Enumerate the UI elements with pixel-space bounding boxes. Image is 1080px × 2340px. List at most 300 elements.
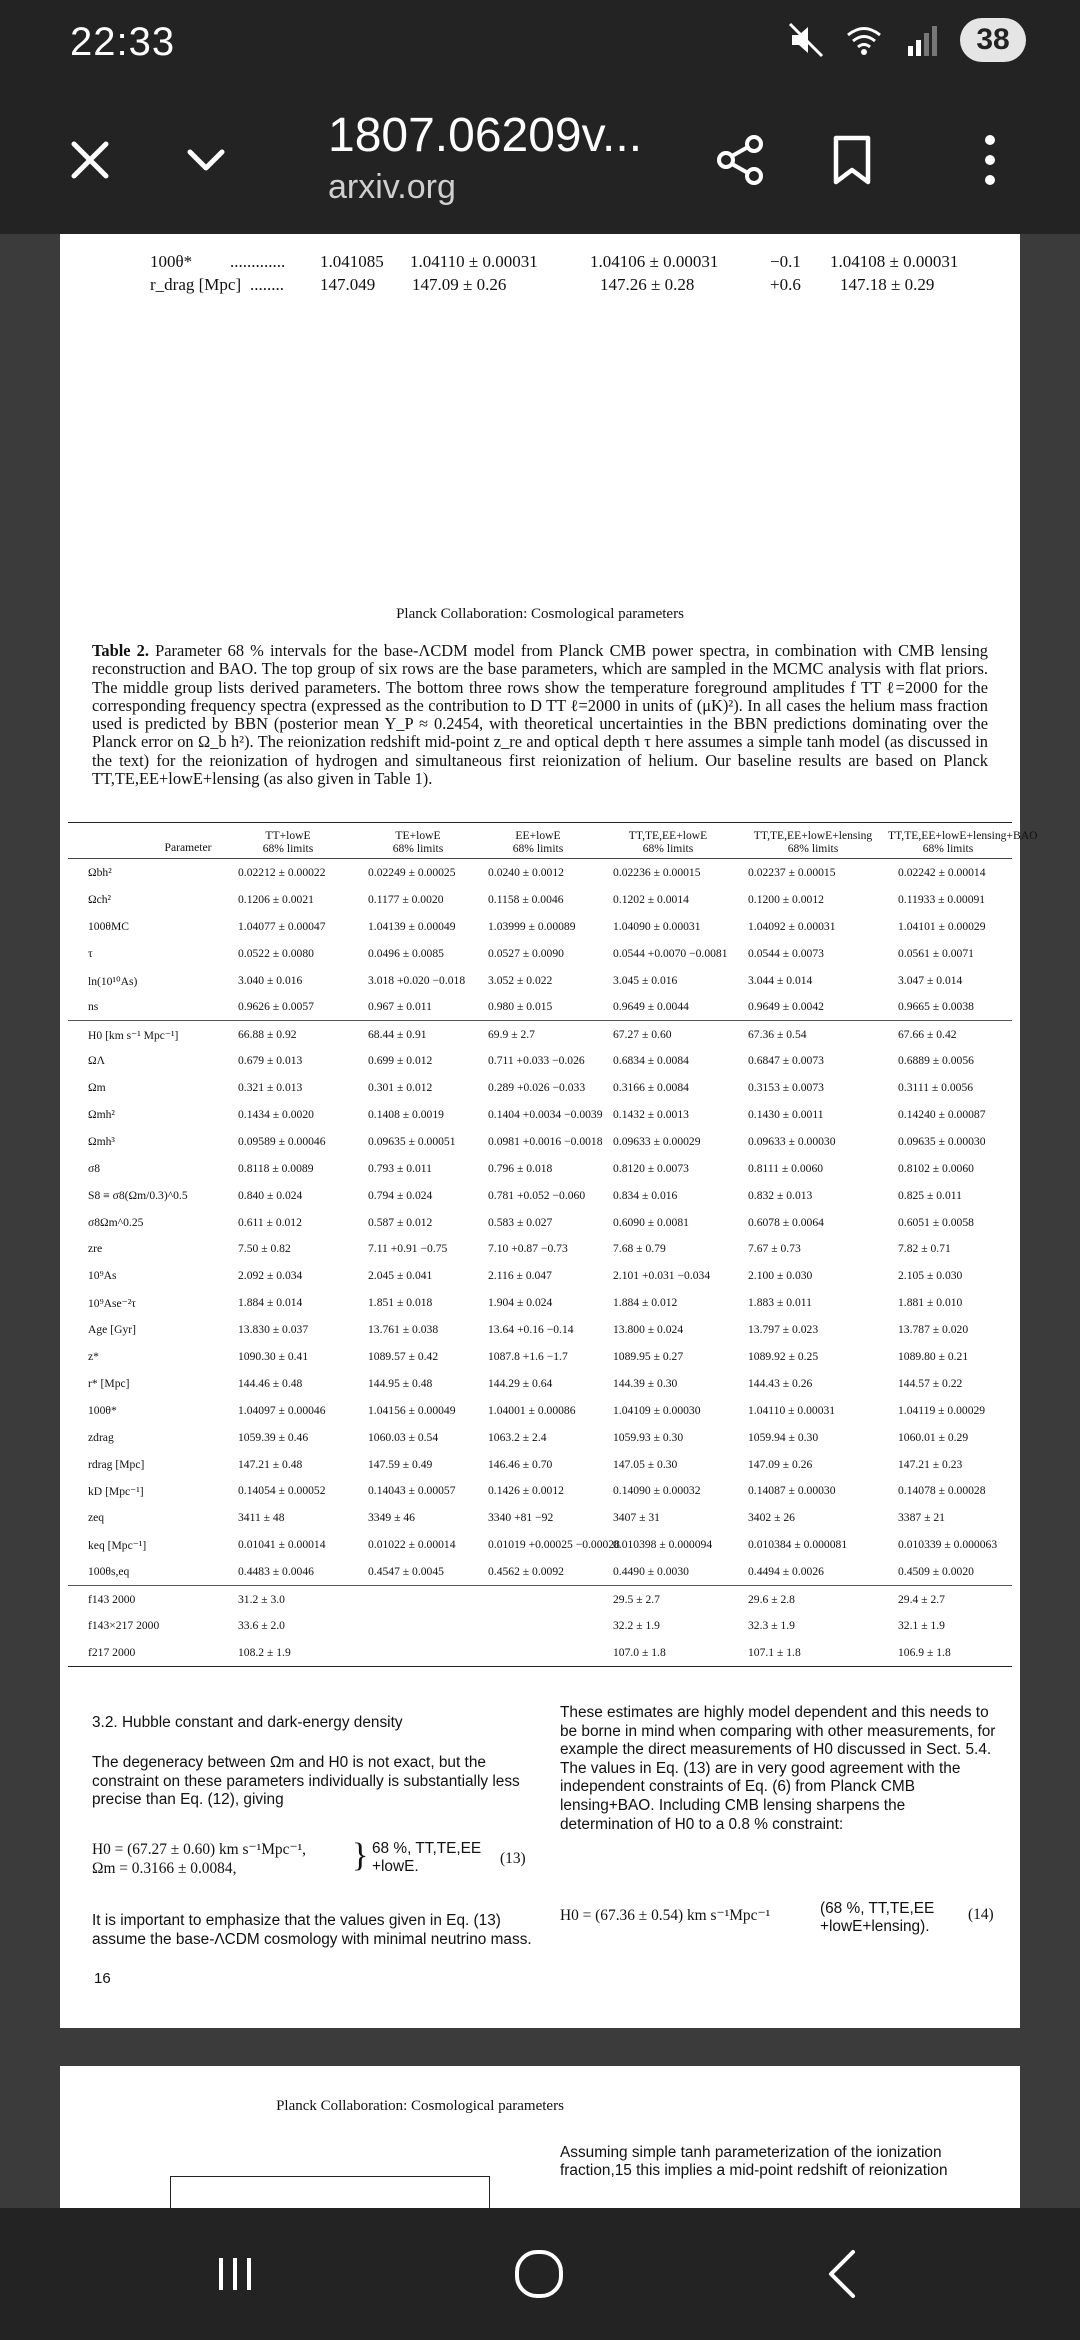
- table-cell: 0.1432 ± 0.0013: [613, 1108, 689, 1122]
- parameter-label: σ8: [88, 1161, 101, 1175]
- bookmark-button[interactable]: [812, 120, 892, 200]
- parameter-label: r* [Mpc]: [88, 1376, 130, 1390]
- table-cell: 3.040 ± 0.016: [238, 973, 303, 987]
- table-cell: 0.6834 ± 0.0084: [613, 1054, 689, 1068]
- table-cell: 0.02236 ± 0.00015: [613, 866, 701, 879]
- table-cell: 0.02237 ± 0.00015: [748, 866, 836, 879]
- table-cell: 7.68 ± 0.79: [613, 1242, 666, 1256]
- equation-line: H0 = (67.36 ± 0.54) km s⁻¹Mpc⁻¹: [560, 1907, 771, 1924]
- table-cell: 1060.01 ± 0.29: [898, 1430, 969, 1444]
- column-header: [888, 829, 1038, 855]
- table-cell: 0.832 ± 0.013: [748, 1188, 813, 1202]
- table-cell: 1.04156 ± 0.00049: [368, 1403, 456, 1417]
- recent-apps-icon: [211, 2250, 259, 2298]
- table-row: [68, 1128, 1012, 1155]
- table-cell: 144.57 ± 0.22: [898, 1376, 963, 1390]
- table-cell: 147.26 ± 0.28: [600, 275, 695, 294]
- table-cell: 0.4483 ± 0.0046: [238, 1565, 314, 1579]
- table-cell: 66.88 ± 0.92: [238, 1028, 297, 1042]
- page-number: 16: [94, 1970, 111, 1987]
- table-cell: 3407 ± 31: [613, 1511, 660, 1525]
- table-cell: 32.3 ± 1.9: [748, 1618, 795, 1632]
- parameter-label: zre: [88, 1242, 103, 1256]
- table-fragment: [150, 240, 959, 298]
- table-cell: 0.8120 ± 0.0073: [613, 1161, 689, 1175]
- parameter-label: f143 2000: [88, 1593, 136, 1607]
- table-cell: 0.6090 ± 0.0081: [613, 1215, 689, 1229]
- table-cell: 0.0240 ± 0.0012: [488, 866, 564, 879]
- table-row: [68, 1020, 1012, 1047]
- paragraph-text: The degeneracy between Ωm and H0 is not exact, but the constraint on these parameters individually is substantially less precise than Eq. (12), giving: [92, 1754, 520, 1809]
- table-cell: 0.611 ± 0.012: [238, 1215, 302, 1229]
- column-header-name: EE+lowE: [515, 829, 561, 842]
- table-cell: 0.14087 ± 0.00030: [748, 1484, 836, 1498]
- table-cell: 0.1408 ± 0.0019: [368, 1108, 444, 1122]
- row-label: 100θ*: [150, 252, 193, 271]
- table-cell: 0.0981 +0.0016 −0.0018: [488, 1134, 603, 1148]
- column-header: [478, 829, 598, 855]
- table-row: [68, 993, 1012, 1020]
- table-cell: 3402 ± 26: [748, 1511, 795, 1525]
- table-cell: 0.796 ± 0.018: [488, 1161, 553, 1175]
- table-cell: 0.834 ± 0.016: [613, 1188, 678, 1202]
- table-cell: 0.02212 ± 0.00022: [238, 866, 326, 879]
- parameter-label: kD [Mpc⁻¹]: [88, 1485, 144, 1499]
- table-cell: 3340 +81 −92: [488, 1511, 554, 1525]
- table-cell: 7.10 +0.87 −0.73: [488, 1242, 568, 1256]
- table-cell: 1.04090 ± 0.00031: [613, 919, 701, 933]
- table-cell: 1090.30 ± 0.41: [238, 1350, 309, 1364]
- table-cell: 144.46 ± 0.48: [238, 1376, 303, 1390]
- browser-toolbar: [0, 86, 1080, 234]
- table-cell: 0.4562 ± 0.0092: [488, 1565, 564, 1579]
- pdf-page-17: [60, 2066, 1020, 2210]
- parameter-label: rdrag [Mpc]: [88, 1457, 145, 1471]
- table-cell: 13.761 ± 0.038: [368, 1323, 439, 1337]
- table-cell: 3387 ± 21: [898, 1511, 945, 1525]
- table-cell: 0.3166 ± 0.0084: [613, 1081, 689, 1095]
- table-row: [68, 1047, 1012, 1074]
- table-cell: 147.049: [320, 275, 376, 294]
- home-button[interactable]: [494, 2238, 584, 2310]
- column-header-sub: 68% limits: [787, 842, 839, 855]
- equation-number: (13): [500, 1850, 526, 1867]
- table-row: [68, 1531, 1012, 1558]
- table-cell: 29.4 ± 2.7: [898, 1593, 945, 1607]
- parameter-label: 100θs,eq: [88, 1565, 130, 1579]
- table-cell: 1.883 ± 0.011: [748, 1296, 812, 1310]
- column-header-sub: 68% limits: [922, 842, 974, 855]
- table-cell: 2.105 ± 0.030: [898, 1269, 963, 1283]
- table-cell: 0.9626 ± 0.0057: [238, 1000, 314, 1014]
- table-cell: 1089.95 ± 0.27: [613, 1350, 684, 1364]
- table-cell: 0.4509 ± 0.0020: [898, 1565, 974, 1579]
- table-caption: [92, 642, 988, 788]
- table-cell: 7.82 ± 0.71: [898, 1242, 951, 1256]
- table-cell: 3.018 +0.020 −0.018: [368, 973, 466, 987]
- table-cell: 1.884 ± 0.012: [613, 1296, 678, 1310]
- table-cell: 3.044 ± 0.014: [748, 973, 813, 987]
- table-cell: 0.01041 ± 0.00014: [238, 1538, 326, 1552]
- table-row: [68, 1235, 1012, 1262]
- table-cell: 0.9649 ± 0.0042: [748, 1000, 824, 1014]
- table-cell: 0.0544 ± 0.0073: [748, 946, 824, 960]
- parameter-label: ΩΛ: [88, 1054, 106, 1068]
- table-cell: 147.21 ± 0.23: [898, 1457, 963, 1471]
- table-cell: 1.04109 ± 0.00030: [613, 1403, 701, 1417]
- table-cell: 0.840 ± 0.024: [238, 1188, 303, 1202]
- table-cell: 67.66 ± 0.42: [898, 1028, 957, 1042]
- table-cell: 0.0496 ± 0.0085: [368, 946, 444, 960]
- table-cell: 0.09635 ± 0.00051: [368, 1134, 456, 1148]
- table-cell: 2.100 ± 0.030: [748, 1269, 813, 1283]
- parameter-label: τ: [88, 946, 93, 960]
- table-cell: 107.0 ± 1.8: [613, 1645, 666, 1659]
- parameter-label: zeq: [88, 1511, 105, 1525]
- right-paragraph: These estimates are highly model dependent and this needs to be borne in mind when comparing with other measurements, for example the direct measurements of H0 discussed in Sect. 5.4. The values in Eq. (13) are in very good agreement with the independent constraints of Eq. (6) from Planck CMB lensing+BAO. Including CMB lensing sharpens the determination of H0 to a 0.8 % constraint:: [560, 1704, 996, 1833]
- row-dots: ........: [250, 275, 284, 294]
- table-cell: 7.11 +0.91 −0.75: [368, 1242, 448, 1256]
- table-cell: 0.699 ± 0.012: [368, 1054, 433, 1068]
- table-cell: −0.1: [770, 252, 801, 271]
- table-cell: 29.5 ± 2.7: [613, 1593, 660, 1607]
- more-vert-icon: [980, 130, 1000, 190]
- table-cell: 0.1158 ± 0.0046: [488, 892, 564, 906]
- table-cell: 1.04110 ± 0.00031: [410, 252, 538, 271]
- table-cell: 0.6051 ± 0.0058: [898, 1215, 974, 1229]
- column-header: [358, 829, 478, 855]
- table-row: [68, 913, 1012, 940]
- table-cell: 1089.80 ± 0.21: [898, 1350, 969, 1364]
- table-row: [68, 1585, 1012, 1612]
- table-cell: 0.1430 ± 0.0011: [748, 1108, 824, 1122]
- table-row: [68, 1155, 1012, 1182]
- signal-icon: [902, 20, 942, 60]
- table-row: [68, 1639, 1012, 1666]
- back-icon: [819, 2246, 867, 2302]
- parameter-label: ns: [88, 1000, 99, 1014]
- table-cell: 1.03999 ± 0.00089: [488, 919, 576, 933]
- table-row: [68, 1504, 1012, 1531]
- table-cell: 3.047 ± 0.014: [898, 973, 963, 987]
- table-cell: 1.904 ± 0.024: [488, 1296, 553, 1310]
- column-header-sub: 68% limits: [642, 842, 694, 855]
- table-cell: 2.116 ± 0.047: [488, 1269, 552, 1283]
- parameter-label: Age [Gyr]: [88, 1323, 136, 1337]
- table-row: [68, 940, 1012, 967]
- table-row: [68, 1424, 1012, 1451]
- table-cell: 0.289 +0.026 −0.033: [488, 1081, 586, 1095]
- table-cell: 2.101 +0.031 −0.034: [613, 1269, 711, 1283]
- table-cell: 0.02249 ± 0.00025: [368, 866, 456, 879]
- table-cell: 1.04101 ± 0.00029: [898, 919, 986, 933]
- table-cell: 0.587 ± 0.012: [368, 1215, 433, 1229]
- table-cell: 0.711 +0.033 −0.026: [488, 1054, 585, 1068]
- table-row: [68, 1451, 1012, 1478]
- table-cell: 3411 ± 48: [238, 1511, 285, 1525]
- table-cell: 0.4494 ± 0.0026: [748, 1565, 824, 1579]
- table-cell: 0.6078 ± 0.0064: [748, 1215, 824, 1229]
- table-cell: 33.6 ± 2.0: [238, 1618, 285, 1632]
- column-header-name: TT,TE,EE+lowE+lensing+BAO: [888, 829, 1038, 842]
- table-cell: 0.0522 ± 0.0080: [238, 946, 314, 960]
- table-cell: 147.18 ± 0.29: [840, 275, 935, 294]
- table-cell: 1089.57 ± 0.42: [368, 1350, 439, 1364]
- table-header-row: [68, 823, 1038, 859]
- table-cell: 7.67 ± 0.73: [748, 1242, 801, 1256]
- table-row: [68, 1477, 1012, 1504]
- table-cell: 0.1434 ± 0.0020: [238, 1108, 314, 1122]
- equation-condition: (68 %, TT,TE,EE +lowE+lensing).: [820, 1900, 935, 1935]
- table-cell: 0.967 ± 0.011: [368, 1000, 432, 1014]
- navigation-bar: [0, 2208, 1080, 2340]
- table-cell: 13.64 +0.16 −0.14: [488, 1323, 574, 1337]
- table-row: [68, 1182, 1012, 1209]
- table-cell: 147.21 ± 0.48: [238, 1457, 303, 1471]
- table-cell: 13.800 ± 0.024: [613, 1323, 684, 1337]
- equation-line: H0 = (67.27 ± 0.60) km s⁻¹Mpc⁻¹,: [92, 1841, 307, 1858]
- table-row: [68, 1101, 1012, 1128]
- expand-button[interactable]: [166, 120, 246, 200]
- table-cell: 0.583 ± 0.027: [488, 1215, 553, 1229]
- pdf-viewer[interactable]: [0, 234, 1080, 2210]
- table-cell: 0.9665 ± 0.0038: [898, 1000, 974, 1014]
- table-cell: 0.0561 ± 0.0071: [898, 946, 974, 960]
- table-cell: 147.09 ± 0.26: [748, 1457, 813, 1471]
- recent-apps-button[interactable]: [190, 2238, 280, 2310]
- table-cell: 0.01019 +0.00025 −0.00028: [488, 1538, 620, 1552]
- parameter-label: 100θMC: [88, 919, 129, 933]
- parameter-label: zdrag: [88, 1430, 114, 1444]
- table-row: [68, 1209, 1012, 1236]
- table-cell: 1.881 ± 0.010: [898, 1296, 963, 1310]
- table-cell: 147.05 ± 0.30: [613, 1457, 678, 1471]
- table-cell: 0.09589 ± 0.00046: [238, 1134, 326, 1148]
- more-options-button[interactable]: [950, 120, 1030, 200]
- table-cell: +0.6: [770, 275, 801, 294]
- column-header-name: TE+lowE: [395, 829, 441, 842]
- table-cell: 1.851 ± 0.018: [368, 1296, 433, 1310]
- table-cell: 2.045 ± 0.041: [368, 1269, 433, 1283]
- left-paragraph-2: It is important to emphasize that the values given in Eq. (13) assume the base-ΛCDM cosmology with minimal neutrino mass.: [92, 1912, 532, 1948]
- table-cell: 67.27 ± 0.60: [613, 1028, 672, 1042]
- table-cell: 0.1206 ± 0.0021: [238, 892, 314, 906]
- table-cell: 0.3153 ± 0.0073: [748, 1081, 824, 1095]
- table-cell: 0.793 ± 0.011: [368, 1161, 432, 1175]
- table-cell: 147.59 ± 0.49: [368, 1457, 433, 1471]
- table-cell: 0.6847 ± 0.0073: [748, 1054, 824, 1068]
- parameter-label: f217 2000: [88, 1645, 136, 1659]
- table-cell: 107.1 ± 1.8: [748, 1645, 801, 1659]
- table-cell: 0.02242 ± 0.00014: [898, 866, 986, 879]
- table-cell: 32.1 ± 1.9: [898, 1618, 945, 1632]
- battery-indicator: 38: [960, 18, 1026, 62]
- table-cell: 0.794 ± 0.024: [368, 1188, 433, 1202]
- table-cell: 3349 ± 46: [368, 1511, 415, 1525]
- table-cell: 0.010398 ± 0.000094: [613, 1538, 713, 1552]
- table-cell: 0.1202 ± 0.0014: [613, 892, 689, 906]
- table-cell: 13.830 ± 0.037: [238, 1323, 309, 1337]
- table-cell: 69.9 ± 2.7: [488, 1028, 535, 1042]
- parameter-label: Ωmh³: [88, 1134, 115, 1148]
- table-cell: 0.301 ± 0.012: [368, 1081, 433, 1095]
- table-cell: 0.010384 ± 0.000081: [748, 1538, 848, 1552]
- table-row: [68, 1289, 1012, 1316]
- parameter-table: [68, 822, 1038, 1667]
- table-cell: 0.14078 ± 0.00028: [898, 1484, 986, 1498]
- table-row: [150, 252, 959, 275]
- close-button[interactable]: [50, 120, 130, 200]
- table-row: [68, 1370, 1012, 1397]
- table-cell: 0.01022 ± 0.00014: [368, 1538, 456, 1552]
- column-header: [228, 829, 348, 855]
- column-header: [738, 829, 888, 855]
- parameter-label: 100θ*: [88, 1403, 117, 1417]
- column-header-sub: 68% limits: [262, 842, 314, 855]
- table-cell: 1.04139 ± 0.00049: [368, 919, 456, 933]
- table-cell: 1.884 ± 0.014: [238, 1296, 303, 1310]
- parameter-label: ln(10¹⁰As): [88, 974, 138, 988]
- table-cell: 0.980 ± 0.015: [488, 1000, 553, 1014]
- parameter-label: Ωbh²: [88, 866, 112, 879]
- table-row: [68, 1262, 1012, 1289]
- table-cell: 0.1404 +0.0034 −0.0039: [488, 1108, 603, 1122]
- table-cell: 0.4547 ± 0.0045: [368, 1565, 444, 1579]
- right-paragraph: Assuming simple tanh parameterization of the ionization fraction,15 this implies a mid-point redshift of reionization: [560, 2144, 948, 2179]
- table-cell: 0.1426 ± 0.0012: [488, 1484, 564, 1498]
- running-header: Planck Collaboration: Cosmological parameters: [276, 2098, 564, 2114]
- table-row: [68, 967, 1012, 994]
- table-row: [68, 1074, 1012, 1101]
- table-cell: 1.04119 ± 0.00029: [898, 1403, 986, 1417]
- caption-label: Table 2.: [92, 641, 149, 660]
- status-bar: [0, 0, 1080, 86]
- table-cell: 0.825 ± 0.011: [898, 1188, 962, 1202]
- equation-number: (14): [968, 1906, 994, 1923]
- close-icon: [66, 136, 114, 184]
- table-cell: 7.50 ± 0.82: [238, 1242, 291, 1256]
- table-cell: 68.44 ± 0.91: [368, 1028, 427, 1042]
- parameter-label: 10⁹Ase⁻²τ: [88, 1297, 136, 1311]
- table-cell: 1.041085: [320, 252, 384, 271]
- page-title[interactable]: 1807.06209v...: [328, 109, 643, 162]
- table-cell: 1.04110 ± 0.00031: [748, 1403, 836, 1417]
- chevron-down-icon: [182, 136, 230, 184]
- table-cell: 1059.39 ± 0.46: [238, 1430, 309, 1444]
- column-header-name: TT+lowE: [265, 829, 311, 842]
- table-row: [150, 275, 950, 298]
- table-cell: 31.2 ± 3.0: [238, 1593, 285, 1607]
- table-cell: 32.2 ± 1.9: [613, 1618, 660, 1632]
- table-cell: 0.6889 ± 0.0056: [898, 1054, 974, 1068]
- table-cell: 0.09633 ± 0.00030: [748, 1134, 836, 1148]
- column-header-sub: 68% limits: [512, 842, 564, 855]
- column-header-sub: 68% limits: [392, 842, 444, 855]
- equation-condition: 68 %, TT,TE,EE +lowE.: [372, 1840, 482, 1875]
- table-cell: 29.6 ± 2.8: [748, 1593, 795, 1607]
- page-domain[interactable]: arxiv.org: [328, 168, 456, 206]
- table-cell: 1063.2 ± 2.4: [488, 1430, 547, 1444]
- table-row: [68, 1343, 1012, 1370]
- table-row: [68, 1612, 1012, 1639]
- left-paragraph: [92, 1736, 532, 1810]
- table-cell: 0.14090 ± 0.00032: [613, 1484, 701, 1498]
- table-cell: 0.4490 ± 0.0030: [613, 1565, 689, 1579]
- table-cell: 106.9 ± 1.8: [898, 1645, 951, 1659]
- status-icons: [786, 18, 1026, 62]
- table-cell: 0.14054 ± 0.00052: [238, 1484, 326, 1498]
- parameter-label: Ωmh²: [88, 1108, 115, 1122]
- table-cell: 147.09 ± 0.26: [412, 275, 507, 294]
- column-header-name: TT,TE,EE+lowE: [628, 829, 708, 842]
- table-row: [68, 1316, 1012, 1343]
- running-header: Planck Collaboration: Cosmological parameters: [396, 606, 684, 622]
- table-row: [68, 859, 1012, 886]
- parameter-label: 10⁹As: [88, 1269, 117, 1283]
- parameter-label: f143×217 2000: [88, 1618, 160, 1632]
- table-cell: 1.04108 ± 0.00031: [830, 252, 959, 271]
- table-cell: 1087.8 +1.6 −1.7: [488, 1350, 568, 1364]
- mute-icon: [786, 20, 826, 60]
- table-cell: 0.14240 ± 0.00087: [898, 1108, 986, 1122]
- table-cell: 1089.92 ± 0.25: [748, 1350, 819, 1364]
- table-cell: 1.04077 ± 0.00047: [238, 919, 326, 933]
- column-header-name: TT,TE,EE+lowE+lensing: [753, 829, 873, 842]
- table-cell: 0.14043 ± 0.00057: [368, 1484, 456, 1498]
- table-row: [68, 1397, 1012, 1424]
- table-cell: 0.8102 ± 0.0060: [898, 1161, 974, 1175]
- parameter-label: Ωch²: [88, 892, 112, 906]
- table-cell: 108.2 ± 1.9: [238, 1645, 291, 1659]
- table-cell: 144.29 ± 0.64: [488, 1376, 553, 1390]
- table-cell: 0.010339 ± 0.000063: [898, 1538, 998, 1552]
- table-cell: 2.092 ± 0.034: [238, 1269, 303, 1283]
- table-cell: 0.8118 ± 0.0089: [238, 1161, 314, 1175]
- pdf-page-16: [60, 558, 1038, 2028]
- table-cell: 0.321 ± 0.013: [238, 1081, 303, 1095]
- table-cell: 3.045 ± 0.016: [613, 973, 678, 987]
- table-cell: 67.36 ± 0.54: [748, 1028, 807, 1042]
- table-cell: 1060.03 ± 0.54: [368, 1430, 439, 1444]
- back-button[interactable]: [798, 2238, 888, 2310]
- table-cell: 144.95 ± 0.48: [368, 1376, 433, 1390]
- table-cell: 144.39 ± 0.30: [613, 1376, 678, 1390]
- share-icon: [712, 132, 768, 188]
- home-icon: [509, 2244, 569, 2304]
- table-cell: 13.797 ± 0.023: [748, 1323, 819, 1337]
- table-cell: 0.8111 ± 0.0060: [748, 1161, 824, 1175]
- table-cell: 0.11933 ± 0.00091: [898, 892, 986, 906]
- table-cell: 1.04001 ± 0.00086: [488, 1403, 576, 1417]
- share-button[interactable]: [700, 120, 780, 200]
- table-cell: 0.3111 ± 0.0056: [898, 1081, 974, 1095]
- clipped-row: [150, 240, 950, 252]
- column-header-name: Parameter: [164, 841, 212, 854]
- wifi-icon: [844, 20, 884, 60]
- table-cell: 1.04097 ± 0.00046: [238, 1403, 326, 1417]
- table-cell: 3.052 ± 0.022: [488, 973, 553, 987]
- table-cell: 0.09633 ± 0.00029: [613, 1134, 701, 1148]
- table-cell: 13.787 ± 0.020: [898, 1323, 969, 1337]
- brace: }: [352, 1837, 369, 1874]
- parameter-label: H0 [km s⁻¹ Mpc⁻¹]: [88, 1029, 179, 1043]
- table-cell: 1.04106 ± 0.00031: [590, 252, 719, 271]
- bookmark-icon: [828, 132, 876, 188]
- row-dots: .............: [230, 252, 286, 271]
- parameter-label: Ωm: [88, 1081, 106, 1095]
- figure-frame: [170, 2176, 490, 2210]
- parameter-label: keq [Mpc⁻¹]: [88, 1539, 147, 1553]
